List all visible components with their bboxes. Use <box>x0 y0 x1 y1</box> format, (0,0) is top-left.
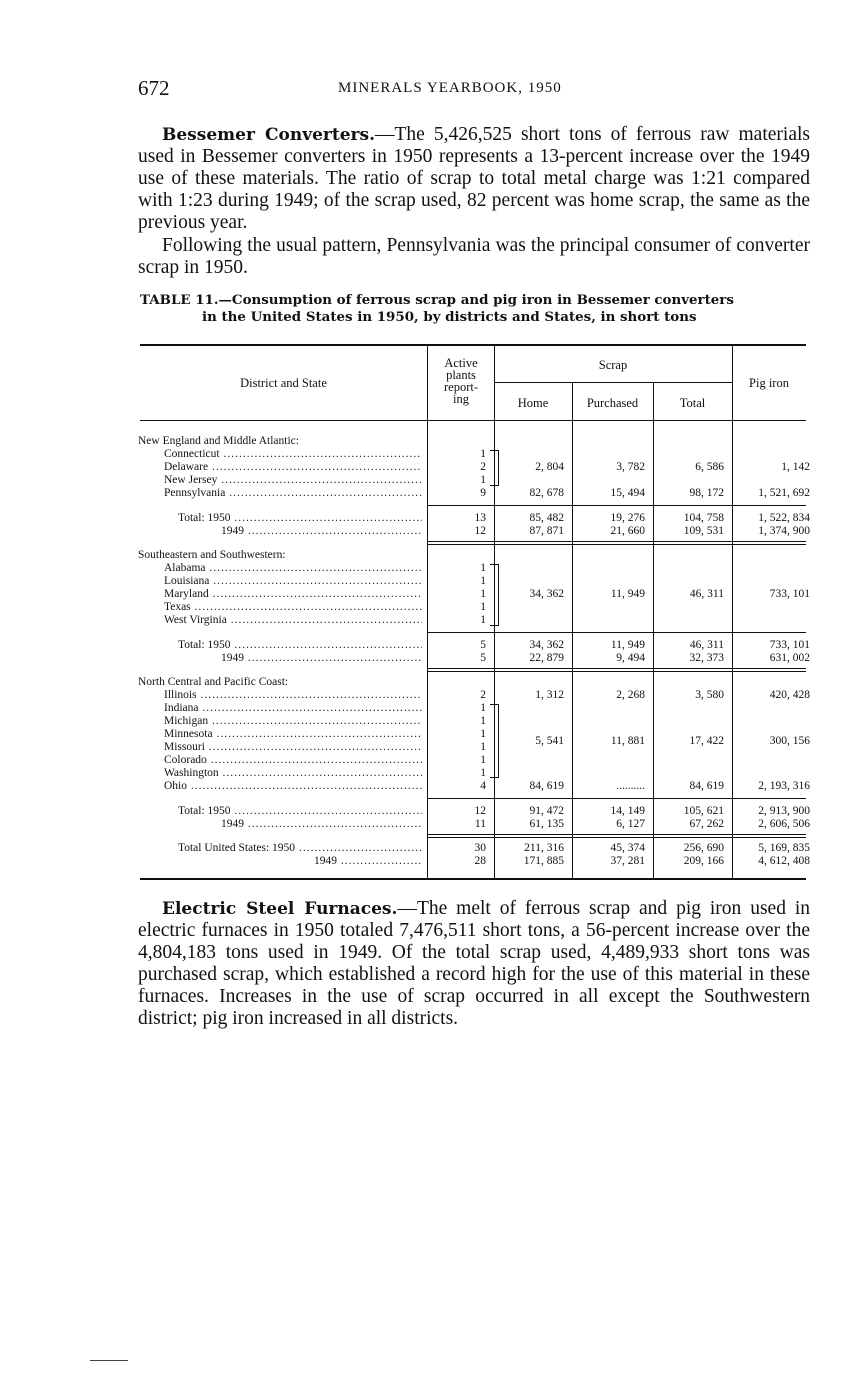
header-purchased: Purchased <box>586 396 639 410</box>
g1-total-1949-label: 1949 ..... <box>221 525 422 538</box>
penn-home: 82, 678 <box>529 487 564 499</box>
us-1950-plants: 30 <box>474 842 486 854</box>
g2-grouped-pig: 733, 101 <box>769 588 810 600</box>
state-colorado: Colorado ..... <box>164 754 422 767</box>
electric-furnaces-heading: Electric Steel Furnaces. <box>162 899 398 919</box>
plants-michigan: 1 <box>480 715 486 727</box>
g2-grouped-purchased: 11, 949 <box>610 588 645 600</box>
g2-1950-home: 34, 362 <box>529 639 564 651</box>
us-1950-home: 211, 316 <box>524 842 564 854</box>
header-active-line1: Active <box>444 356 478 370</box>
illinois-home: 1, 312 <box>535 689 564 701</box>
state-texas: Texas ..... <box>164 601 422 614</box>
g3-1949-plants: 11 <box>474 818 486 830</box>
g2-1949-purchased: 9, 494 <box>616 652 645 664</box>
g3-1950-pig: 2, 913, 900 <box>758 805 810 817</box>
col-rule-5 <box>732 346 733 878</box>
caption-line-2: in the United States in 1950, by districts and States, in short tons <box>202 309 697 325</box>
plants-west-virginia: 1 <box>480 614 486 626</box>
plants-connecticut: 1 <box>480 448 486 460</box>
header-bottom-rule <box>140 420 806 421</box>
g1-1949-pig: 1, 374, 900 <box>758 525 810 537</box>
state-missouri: Missouri ..... <box>164 741 422 754</box>
ohio-pig: 2, 193, 316 <box>758 780 810 792</box>
state-connecticut: Connecticut ..... <box>164 448 422 461</box>
g2-title: Southeastern and Southwestern: <box>138 549 286 561</box>
plants-alabama: 1 <box>480 562 486 574</box>
g2-1950-plants: 5 <box>480 639 486 651</box>
col-rule-4 <box>653 383 654 878</box>
us-1949-home: 171, 885 <box>523 855 564 867</box>
page-header <box>138 76 810 102</box>
g1-1949-total: 109, 531 <box>683 525 724 537</box>
state-new-jersey: New Jersey ..... <box>164 474 422 487</box>
g3-1949-pig: 2, 606, 506 <box>758 818 810 830</box>
header-district: District and State <box>240 376 327 390</box>
state-west-virginia: West Virginia ..... <box>164 614 422 627</box>
g3-1950-plants: 12 <box>474 805 486 817</box>
page-number: 672 <box>138 76 170 100</box>
state-alabama: Alabama ..... <box>164 562 422 575</box>
plants-missouri: 1 <box>480 741 486 753</box>
running-title: MINERALS YEARBOOK, 1950 <box>338 80 562 96</box>
state-illinois: Illinois ..... <box>164 689 422 702</box>
g2-total-1950-label: Total: 1950 ..... <box>178 639 422 652</box>
col-rule-3 <box>572 383 573 878</box>
g1-title: New England and Middle Atlantic: <box>138 435 299 447</box>
header-active-line2: plants <box>446 368 476 382</box>
g2-total-rule <box>428 632 806 633</box>
penn-pig: 1, 521, 692 <box>758 487 810 499</box>
plants-minnesota: 1 <box>480 728 486 740</box>
header-pig-iron: Pig iron <box>749 376 789 390</box>
g1-1949-plants: 12 <box>474 525 486 537</box>
g2-total-1949-label: 1949 ..... <box>221 652 422 665</box>
ohio-total: 84, 619 <box>689 780 724 792</box>
g2-end-rule-b <box>428 671 806 672</box>
bessemer-heading: Bessemer Converters. <box>162 125 376 145</box>
g2-end-rule-a <box>428 668 806 669</box>
illinois-pig: 420, 428 <box>769 689 810 701</box>
pennsylvania-paragraph: Following the usual pattern, Pennsylvania was the principal consumer of converter scrap in 1950. <box>138 235 810 278</box>
g3-grouped-home: 5, 541 <box>535 735 564 747</box>
plants-delaware: 2 <box>480 461 486 473</box>
us-1949-purchased: 37, 281 <box>610 855 645 867</box>
g2-grouped-total: 46, 311 <box>689 588 724 600</box>
g3-grouped-total: 17, 422 <box>689 735 724 747</box>
g1-grouped-purchased: 3, 782 <box>616 461 645 473</box>
g1-end-rule-a <box>428 541 806 542</box>
g1-grouped-total: 6, 586 <box>695 461 724 473</box>
us-total-1950-label: Total United States: 1950 ..... <box>178 842 422 855</box>
header-home: Home <box>517 396 549 410</box>
us-1949-total: 209, 166 <box>683 855 724 867</box>
state-minnesota: Minnesota ..... <box>164 728 422 741</box>
g1-end-rule-b <box>428 544 806 545</box>
state-delaware: Delaware ..... <box>164 461 422 474</box>
g1-grouped-pig: 1, 142 <box>781 461 810 473</box>
plants-louisiana: 1 <box>480 575 486 587</box>
state-louisiana: Louisiana ..... <box>164 575 422 588</box>
us-1950-pig: 5, 169, 835 <box>758 842 810 854</box>
g2-1949-pig: 631, 002 <box>769 652 810 664</box>
g3-total-1949-label: 1949 ..... <box>221 818 422 831</box>
us-1949-plants: 28 <box>474 855 486 867</box>
g3-total-rule <box>428 798 806 799</box>
g3-1950-total: 105, 621 <box>683 805 724 817</box>
table-caption <box>140 292 812 326</box>
us-1950-total: 256, 690 <box>683 842 724 854</box>
penn-purchased: 15, 494 <box>610 487 645 499</box>
g1-1949-purchased: 21, 660 <box>610 525 645 537</box>
state-ohio: Ohio ..... <box>164 780 422 793</box>
g2-1949-home: 22, 879 <box>529 652 564 664</box>
header-active-line4: ing <box>453 392 469 406</box>
g2-1950-total: 46, 311 <box>689 639 724 651</box>
plants-pennsylvania: 9 <box>480 487 486 499</box>
state-indiana: Indiana ..... <box>164 702 422 715</box>
g3-end-rule-b <box>428 837 806 838</box>
g3-title: North Central and Pacific Coast: <box>138 676 289 688</box>
plants-illinois: 2 <box>480 689 486 701</box>
header-total: Total <box>679 396 706 410</box>
table-top-rule <box>140 344 806 346</box>
us-total-1949-label: 1949 ..... <box>314 855 422 868</box>
us-1949-pig: 4, 612, 408 <box>758 855 810 867</box>
g3-1949-total: 67, 262 <box>689 818 724 830</box>
g1-total-1950-label: Total: 1950 ..... <box>178 512 422 525</box>
plants-texas: 1 <box>480 601 486 613</box>
state-michigan: Michigan ..... <box>164 715 422 728</box>
plants-ohio: 4 <box>480 780 486 792</box>
g1-1950-pig: 1, 522, 834 <box>758 512 810 524</box>
g1-1950-total: 104, 758 <box>683 512 724 524</box>
g3-1950-purchased: 14, 149 <box>610 805 645 817</box>
us-1950-purchased: 45, 374 <box>610 842 645 854</box>
table-bottom-rule <box>140 878 806 880</box>
g2-1949-total: 32, 373 <box>689 652 724 664</box>
g3-grouped-pig: 300, 156 <box>769 735 810 747</box>
plants-maryland: 1 <box>480 588 486 600</box>
g3-grouped-purchased: 11, 881 <box>610 735 645 747</box>
bessemer-text: —The 5,426,525 short tons of ferrous raw materials used in Bessemer converters in 1950 represents a 13-percent increase over the 1949 use of these materials. The ratio of scrap to total metal charge was 1:21 compared with 1:23 during 1949; of the scrap used, 82 percent was home scrap, the same as the previous year. <box>138 124 810 233</box>
header-scrap: Scrap <box>598 358 628 372</box>
footer-mark <box>90 1360 128 1361</box>
state-washington: Washington ..... <box>164 767 422 780</box>
electric-furnaces-paragraph <box>138 898 810 1030</box>
g1-1950-plants: 13 <box>474 512 486 524</box>
state-maryland: Maryland ..... <box>164 588 422 601</box>
plants-washington: 1 <box>480 767 486 779</box>
illinois-total: 3, 580 <box>695 689 724 701</box>
g3-1949-home: 61, 135 <box>529 818 564 830</box>
illinois-purchased: 2, 268 <box>616 689 645 701</box>
g3-end-rule-a <box>428 834 806 835</box>
g3-1950-home: 91, 472 <box>529 805 564 817</box>
plants-indiana: 1 <box>480 702 486 714</box>
g1-1950-home: 85, 482 <box>529 512 564 524</box>
g2-1950-pig: 733, 101 <box>769 639 810 651</box>
ohio-purchased: .......... <box>616 780 645 792</box>
ohio-home: 84, 619 <box>529 780 564 792</box>
bessemer-paragraph <box>138 124 810 234</box>
g1-total-rule <box>428 505 806 506</box>
caption-line-1: TABLE 11.—Consumption of ferrous scrap and pig iron in Bessemer converters <box>140 292 734 308</box>
header-active-line3: report- <box>443 380 478 394</box>
penn-total: 98, 172 <box>689 487 724 499</box>
g2-grouped-home: 34, 362 <box>529 588 564 600</box>
electric-furnaces-text: —The melt of ferrous scrap and pig iron used in electric furnaces in 1950 totaled 7,476,511 short tons, a 56-percent increase over the 4,804,183 tons used in 1949. Of the total scrap used, 4,489,933 short tons was purchased scrap, which established a record high for the use of this material in these furnaces. Increases in the use of scrap occurred in all except the Southwestern district; pig iron increased in all districts. <box>138 898 811 1029</box>
g2-1949-plants: 5 <box>480 652 486 664</box>
header-active-plants <box>428 357 494 405</box>
g1-grouped-home: 2, 804 <box>535 461 564 473</box>
g1-1949-home: 87, 871 <box>529 525 564 537</box>
plants-colorado: 1 <box>480 754 486 766</box>
g1-1950-purchased: 19, 276 <box>610 512 645 524</box>
state-pennsylvania: Pennsylvania ..... <box>164 487 422 500</box>
g3-1949-purchased: 6, 127 <box>616 818 645 830</box>
plants-new-jersey: 1 <box>480 474 486 486</box>
g3-total-1950-label: Total: 1950 ..... <box>178 805 422 818</box>
scrap-subheader-rule <box>494 382 732 383</box>
g2-1950-purchased: 11, 949 <box>610 639 645 651</box>
